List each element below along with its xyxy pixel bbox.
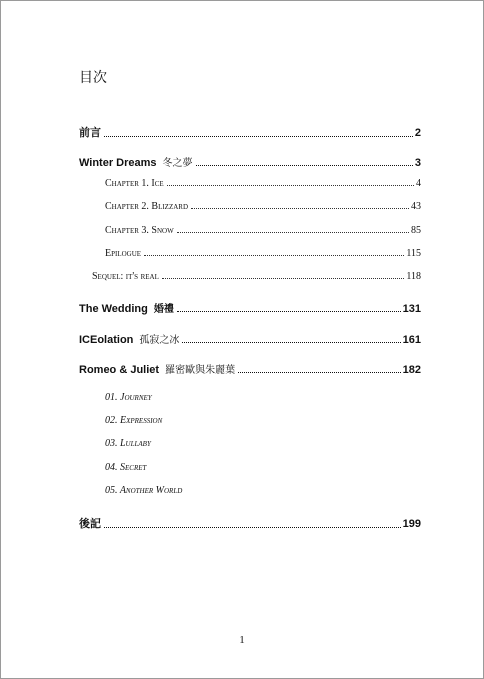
toc-entry-page: 131 bbox=[402, 303, 421, 315]
toc-entry-page: 182 bbox=[402, 364, 421, 376]
toc-entry-page: 3 bbox=[414, 157, 421, 169]
list-item: 03. Lullaby bbox=[105, 438, 151, 449]
list-item: 02. Expression bbox=[105, 415, 163, 426]
toc-entry-chinese-title: 婚禮 bbox=[153, 304, 174, 315]
toc-entry-iceolation[interactable] bbox=[79, 331, 421, 346]
toc-entry-page: 4 bbox=[416, 178, 421, 189]
dot-leader bbox=[196, 165, 413, 166]
toc-entry-label: Chapter 1. Ice bbox=[105, 178, 164, 189]
toc-entry-chapter-3[interactable] bbox=[105, 225, 421, 236]
toc-entry-page: 2 bbox=[414, 127, 421, 139]
toc-entry-label: Romeo & Juliet 羅密歐與朱麗葉 bbox=[79, 364, 236, 376]
list-item: 01. Journey bbox=[105, 392, 152, 403]
dot-leader bbox=[104, 527, 401, 528]
toc-entry-label: Sequel: it's real bbox=[92, 271, 159, 282]
dot-leader bbox=[162, 278, 405, 279]
toc-entry-chinese-title: 冬之夢 bbox=[162, 158, 193, 169]
toc-entry-label: Chapter 2. Blizzard bbox=[105, 201, 189, 212]
toc-entry-chapter-1[interactable] bbox=[105, 178, 421, 189]
dot-leader bbox=[191, 208, 409, 209]
toc-entry-romeo-juliet[interactable] bbox=[79, 361, 421, 376]
toc-entry-label: ICEolation 孤寂之冰 bbox=[79, 334, 180, 346]
page-number: 1 bbox=[239, 634, 245, 646]
dot-leader bbox=[104, 136, 413, 137]
toc-entry-chapter-2[interactable] bbox=[105, 201, 421, 212]
toc-entry-epilogue[interactable] bbox=[105, 248, 421, 259]
toc-entry-label: Chapter 3. Snow bbox=[105, 225, 174, 236]
toc-entry-page: 199 bbox=[402, 518, 421, 530]
toc-entry-chinese-title: 孤寂之冰 bbox=[139, 335, 180, 346]
dot-leader bbox=[167, 185, 414, 186]
toc-entry-label: Winter Dreams 冬之夢 bbox=[79, 157, 193, 169]
toc-entry-preface[interactable] bbox=[79, 124, 421, 140]
toc-entry-page: 118 bbox=[406, 271, 421, 282]
toc-entry-label: Epilogue bbox=[105, 248, 142, 259]
dot-leader bbox=[177, 232, 409, 233]
toc-entry-page: 161 bbox=[402, 334, 421, 346]
list-item: 05. Another World bbox=[105, 485, 183, 496]
toc-entry-winter-dreams[interactable] bbox=[79, 154, 421, 169]
toc-entry-chinese-title: 羅密歐與朱麗葉 bbox=[165, 365, 236, 376]
toc-entry-page: 43 bbox=[411, 201, 421, 212]
toc-entry-label: 前言 bbox=[79, 127, 101, 139]
toc-entry-label: 後記 bbox=[79, 518, 101, 530]
toc-entry-afterword[interactable] bbox=[79, 515, 421, 531]
dot-leader bbox=[144, 255, 404, 256]
dot-leader bbox=[182, 342, 400, 343]
toc-entry-page: 115 bbox=[406, 248, 421, 259]
dot-leader bbox=[177, 311, 401, 312]
toc-entry-the-wedding[interactable] bbox=[79, 300, 421, 315]
dot-leader bbox=[238, 372, 401, 373]
toc-entry-label: The Wedding 婚禮 bbox=[79, 303, 174, 315]
toc-entry-sequel[interactable] bbox=[92, 271, 421, 282]
toc-title: 目次 bbox=[79, 70, 107, 86]
toc-entry-page: 85 bbox=[411, 225, 421, 236]
list-item: 04. Secret bbox=[105, 462, 147, 473]
